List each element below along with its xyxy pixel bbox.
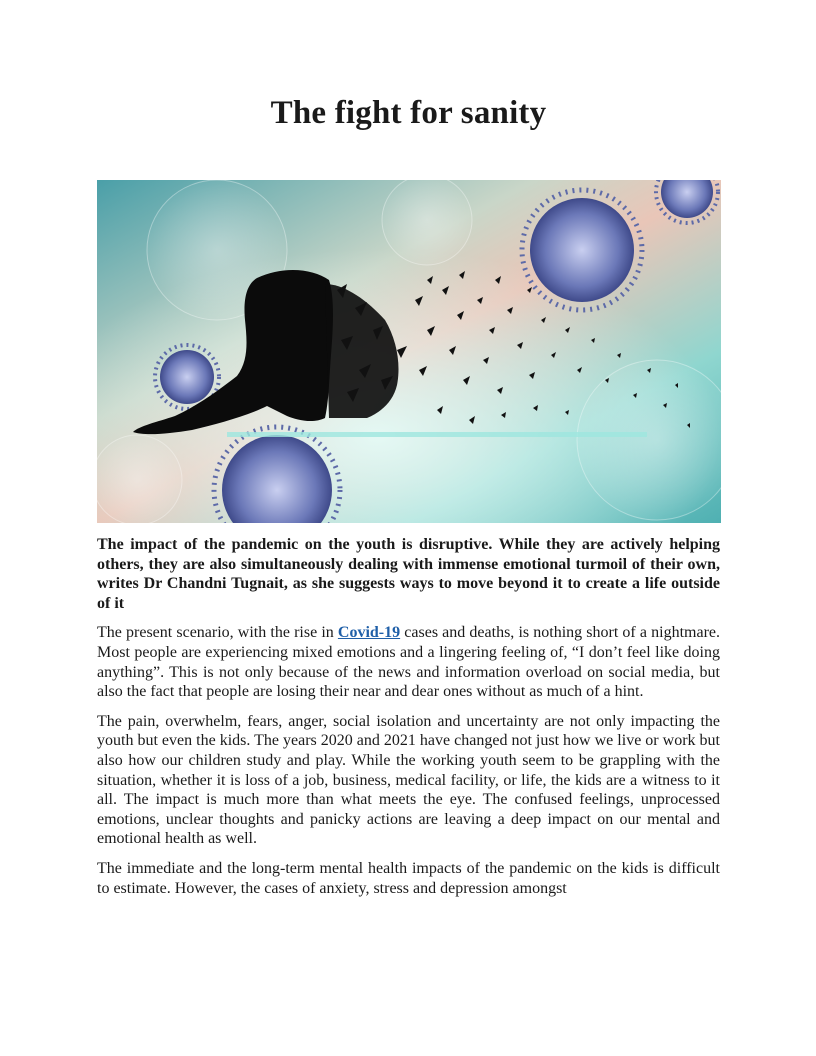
article-body (97, 535, 720, 908)
paragraph-2: The pain, overwhelm, fears, anger, social isolation and uncertainty are not only impacting the youth but even the kids. The years 2020 and 2021 have changed not just how we live or work but also how our children study and play. While the working youth seem to be grappling with the situation, whether it is loss of a job, business, medical facility, or life, the kids are a witness to it all. The impact is much more than what meets the eye. The confused feelings, unprocessed emotions, unclear thoughts and panicky actions are leaving a deep impact on our mental and emotional health as well. (97, 712, 720, 848)
paragraph-3: The immediate and the long-term mental health impacts of the pandemic on the kids is difficult to estimate. However, the cases of anxiety, stress and depression amongst (97, 859, 720, 897)
article-title: The fight for sanity (270, 95, 547, 131)
article-lead: The impact of the pandemic on the youth is disruptive. While they are actively helping others, they are also simultaneously dealing with immense emotional turmoil of their own, writes Dr Chandni Tugnait, as she suggests ways to move beyond it to create a life outside of it (97, 536, 720, 612)
paragraph-1 (97, 623, 720, 701)
covid-19-link[interactable]: Covid-19 (337, 624, 401, 642)
paragraph-1-after: cases and deaths, is nothing short of a nightmare. Most people are experiencing mixed emotions and a lingering feeling of, “I don’t feel like doing anything”. This is not only because of the news and information overload on social media, but also the fact that people are losing their near and dear ones without as much of a hint. (97, 624, 720, 701)
paragraph-1-before: The present scenario, with the rise in (97, 624, 338, 642)
pandemic-illustration (97, 180, 721, 523)
